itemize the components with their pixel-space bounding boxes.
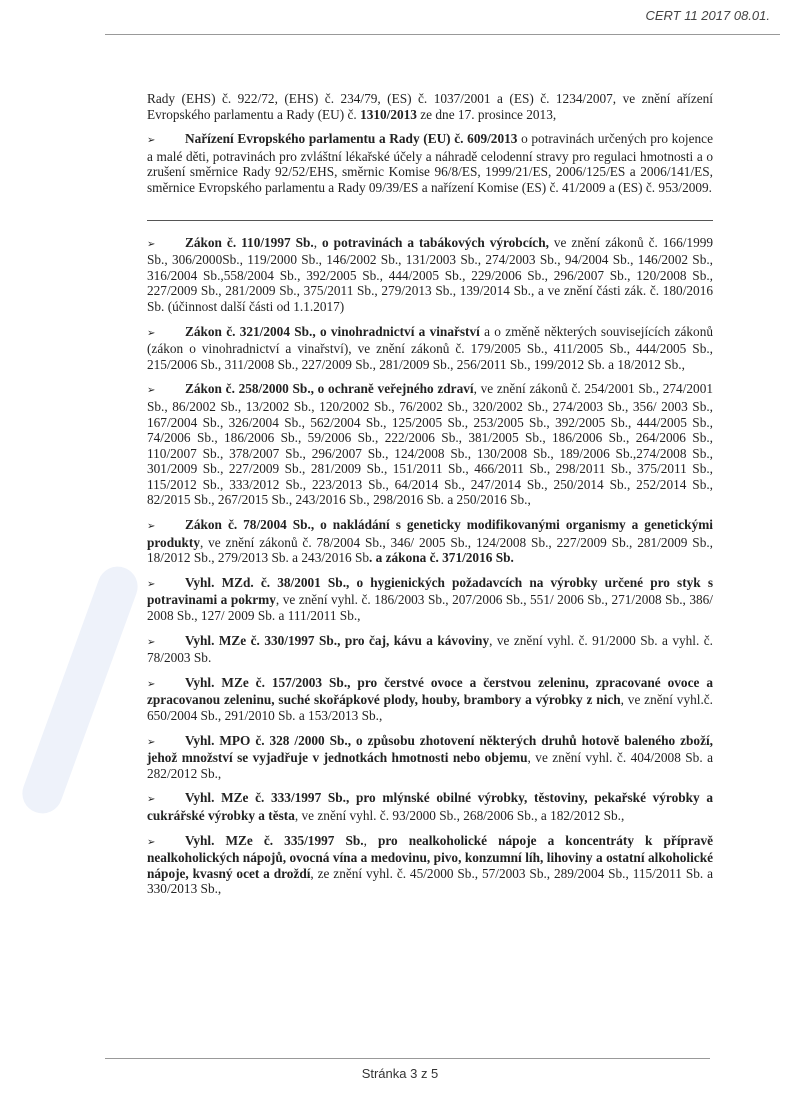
bold-text: Vyhl. MZd. č. 38/2001 Sb., o hygienických požadavcích na výrobky určené pro styk s potravinami a pokrmy (147, 574, 713, 608)
arrow-bullet-icon: ➢ (147, 238, 156, 250)
footer-rule (105, 1058, 710, 1059)
list-item (147, 675, 713, 724)
text: , (313, 234, 323, 250)
bold-text: Zákon č. 78/2004 Sb., o nakládání s geneticky modifikovanými organismy a genetickými produkty (147, 517, 713, 550)
regulation-list-eu (147, 131, 713, 195)
bold-text: Vyhl. MZe č. 335/1997 Sb. (185, 832, 364, 848)
list-item (147, 733, 713, 782)
document-code: CERT 11 2017 08.01. (645, 8, 770, 23)
text: ve znění zákonů č. 166/1999 Sb., 306/2000Sb., 119/2000 Sb., 146/2002 Sb., 131/2003 Sb., 274/2003 Sb., 94/2004 Sb., 146/2002 Sb., 316/2004 Sb.,558/2004 Sb., 392/2005 Sb., 444/2005 Sb., 229/2006 Sb., 296/2007 Sb., 120/2008 Sb., 227/2009 Sb., 281/2009 Sb., 375/2011 Sb., 279/2013 Sb., 139/2014 Sb., a ve znění části zák. č. 180/2016 Sb. (účinnost další části od 1.1.2017) (147, 234, 714, 314)
text: Rady (EHS) č. 922/72, (EHS) č. 234/79, (ES) č. 1037/2001 a (ES) č. 1234/2007, ve znění ařízení Evropského parlamentu a Rady (EU) č. (147, 91, 713, 122)
arrow-bullet-icon: ➢ (147, 836, 156, 848)
text: , ve znění vyhl. č. 404/2008 Sb. a 282/2012 Sb., (147, 750, 713, 781)
list-item (147, 517, 713, 566)
bold-text: Vyhl. MZe č. 330/1997 Sb., pro čaj, kávu a kávoviny (185, 632, 490, 648)
bold-text: Zákon č. 258/2000 Sb., o ochraně veřejného zdraví (185, 381, 474, 397)
arrow-bullet-icon: ➢ (147, 636, 156, 648)
bold-text: Vyhl. MZe č. 333/1997 Sb., pro mlýnské obilné výrobky, těstoviny, pekařské výrobky a cukrářské výrobky a těsta (147, 790, 713, 823)
text: o potravinách určených pro kojence a malé děti, potravinách pro zvláštní lékařské účely a náhradě celodenní stravy pro regulaci hmotnosti a o zrušení směrnice Rady 92/52/EHS, směrnic Komise 96/8/ES, 1999/21/ES, 2006/125/ES a 2006/141/ES, směrnice Evropského parlamentu a Rady 09/39/ES a nařízení Komise (ES) č. 41/2009 a (ES) č. 953/2009. (147, 131, 713, 195)
text: , (363, 832, 378, 848)
text: , ve znění vyhl.č. 650/2004 Sb., 291/2010 Sb. a 153/2013 Sb., (147, 692, 713, 723)
list-item (147, 131, 713, 195)
watermark (17, 561, 144, 819)
list-item (147, 833, 713, 897)
header-rule (105, 34, 780, 35)
text: , ve znění zákonů č. 254/2001 Sb., 274/2001 Sb., 86/2002 Sb., 13/2002 Sb., 120/2002 Sb., 76/2002 Sb., 320/2002 Sb., 274/2003 Sb., 356/ 2003 Sb., 167/2004 Sb., 326/2004 Sb., 562/2004 Sb., 125/2005 Sb., 253/2005 Sb., 392/2005 Sb., 444/2005 Sb., 74/2006 Sb., 186/2006 Sb., 59/2006 Sb., 222/2006 Sb., 381/2005 Sb., 186/2006 Sb., 264/2006 Sb., 110/2007 Sb., 378/2007 Sb., 296/2007 Sb., 124/2008 Sb., 130/2008 Sb., 189/2006 Sb.,274/2008 Sb., 301/2009 Sb., 227/2009 Sb., 281/2009 Sb., 151/2011 Sb., 466/2011 Sb., 298/2011 Sb., 375/2011 Sb., 115/2012 Sb., 333/2012 Sb., 223/2013 Sb., 64/2014 Sb., 247/2014 Sb., 250/2014 Sb., 252/2014 Sb., 82/2015 Sb., 267/2015 Sb., 243/2016 Sb., 298/2016 Sb. a 250/2016 Sb., (147, 381, 713, 508)
page-number: Stránka 3 z 5 (361, 1066, 439, 1081)
arrow-bullet-icon: ➢ (147, 794, 156, 806)
arrow-bullet-icon: ➢ (147, 385, 156, 397)
text: , ve znění vyhl. č. 186/2003 Sb., 207/2006 Sb., 551/ 2006 Sb., 271/2008 Sb., 386/ 2008 Sb., 127/ 2009 Sb. a 111/2011 Sb., (147, 592, 713, 624)
text: , ve znění vyhl. č. 93/2000 Sb., 268/2006 Sb., a 182/2012 Sb., (294, 807, 625, 823)
list-item (147, 324, 713, 373)
list-item (147, 575, 713, 624)
bold-text: Vyhl. MZe č. 157/2003 Sb., pro čerstvé ovoce a čerstvou zeleninu, zpracované ovoce a zpracovanou zeleninu, suché skořápkové plody, houby, brambory a výrobky z nich (147, 674, 713, 708)
section-separator (147, 220, 713, 221)
text: , ze znění vyhl. č. 45/2000 Sb., 57/2003 Sb., 289/2004 Sb., 115/2011 Sb. a 330/2013 Sb., (147, 865, 713, 897)
text: a o změně některých souvisejících zákonů (zákon o vinohradnictví a vinařství), ve znění zákonů č. 179/2005 Sb., 411/2005 Sb., 444/2005 Sb., 215/2006 Sb., 311/2008 Sb., 227/2009 Sb., 281/2009 Sb., 256/2011 Sb., 199/2012 Sb. a 18/2012 Sb., (147, 323, 713, 372)
bold-text: 1310/2013 (360, 106, 417, 122)
list-item (147, 235, 713, 315)
list-item (147, 790, 713, 823)
bold-text: Zákon č. 110/1997 Sb. (185, 234, 314, 250)
intro-paragraph (147, 91, 713, 122)
bold-text: o potravinách a tabákových výrobcích, (322, 234, 549, 250)
arrow-bullet-icon: ➢ (147, 521, 156, 533)
bold-text: . a zákona č. 371/2016 Sb. (369, 550, 514, 566)
list-item (147, 381, 713, 508)
bold-text: Nařízení Evropského parlamentu a Rady (EU) č. 609/2013 (185, 131, 518, 147)
regulation-list-cz (147, 235, 713, 897)
list-item (147, 633, 713, 666)
text: ze dne 17. prosince 2013, (416, 106, 557, 122)
text: , ve znění zákonů č. 78/2004 Sb., 346/ 2005 Sb., 124/2008 Sb., 227/2009 Sb., 281/2009 Sb., 18/2012 Sb., 279/2013 Sb. a 243/2016 Sb (147, 534, 713, 566)
document-body (147, 91, 713, 906)
arrow-bullet-icon: ➢ (147, 578, 156, 590)
bold-text: Zákon č. 321/2004 Sb., o vinohradnictví a vinařství (185, 323, 480, 339)
arrow-bullet-icon: ➢ (147, 678, 156, 690)
arrow-bullet-icon: ➢ (147, 327, 156, 339)
text: , ve znění vyhl. č. 91/2000 Sb. a vyhl. č. 78/2003 Sb. (147, 632, 713, 666)
arrow-bullet-icon: ➢ (147, 135, 156, 147)
arrow-bullet-icon: ➢ (147, 736, 156, 748)
bold-text: pro nealkoholické nápoje a koncentráty k přípravě nealkoholických nápojů, ovocná vína a medovinu, pivo, konzumní líh, lihoviny a ostatní alkoholické nápoje, kvasný ocet a droždí (147, 832, 714, 881)
bold-text: Vyhl. MPO č. 328 /2000 Sb., o způsobu zhotovení některých druhů hotově baleného zboží, jehož množství se vyjadřuje v jednotkách hmotnosti nebo objemu (147, 732, 713, 766)
